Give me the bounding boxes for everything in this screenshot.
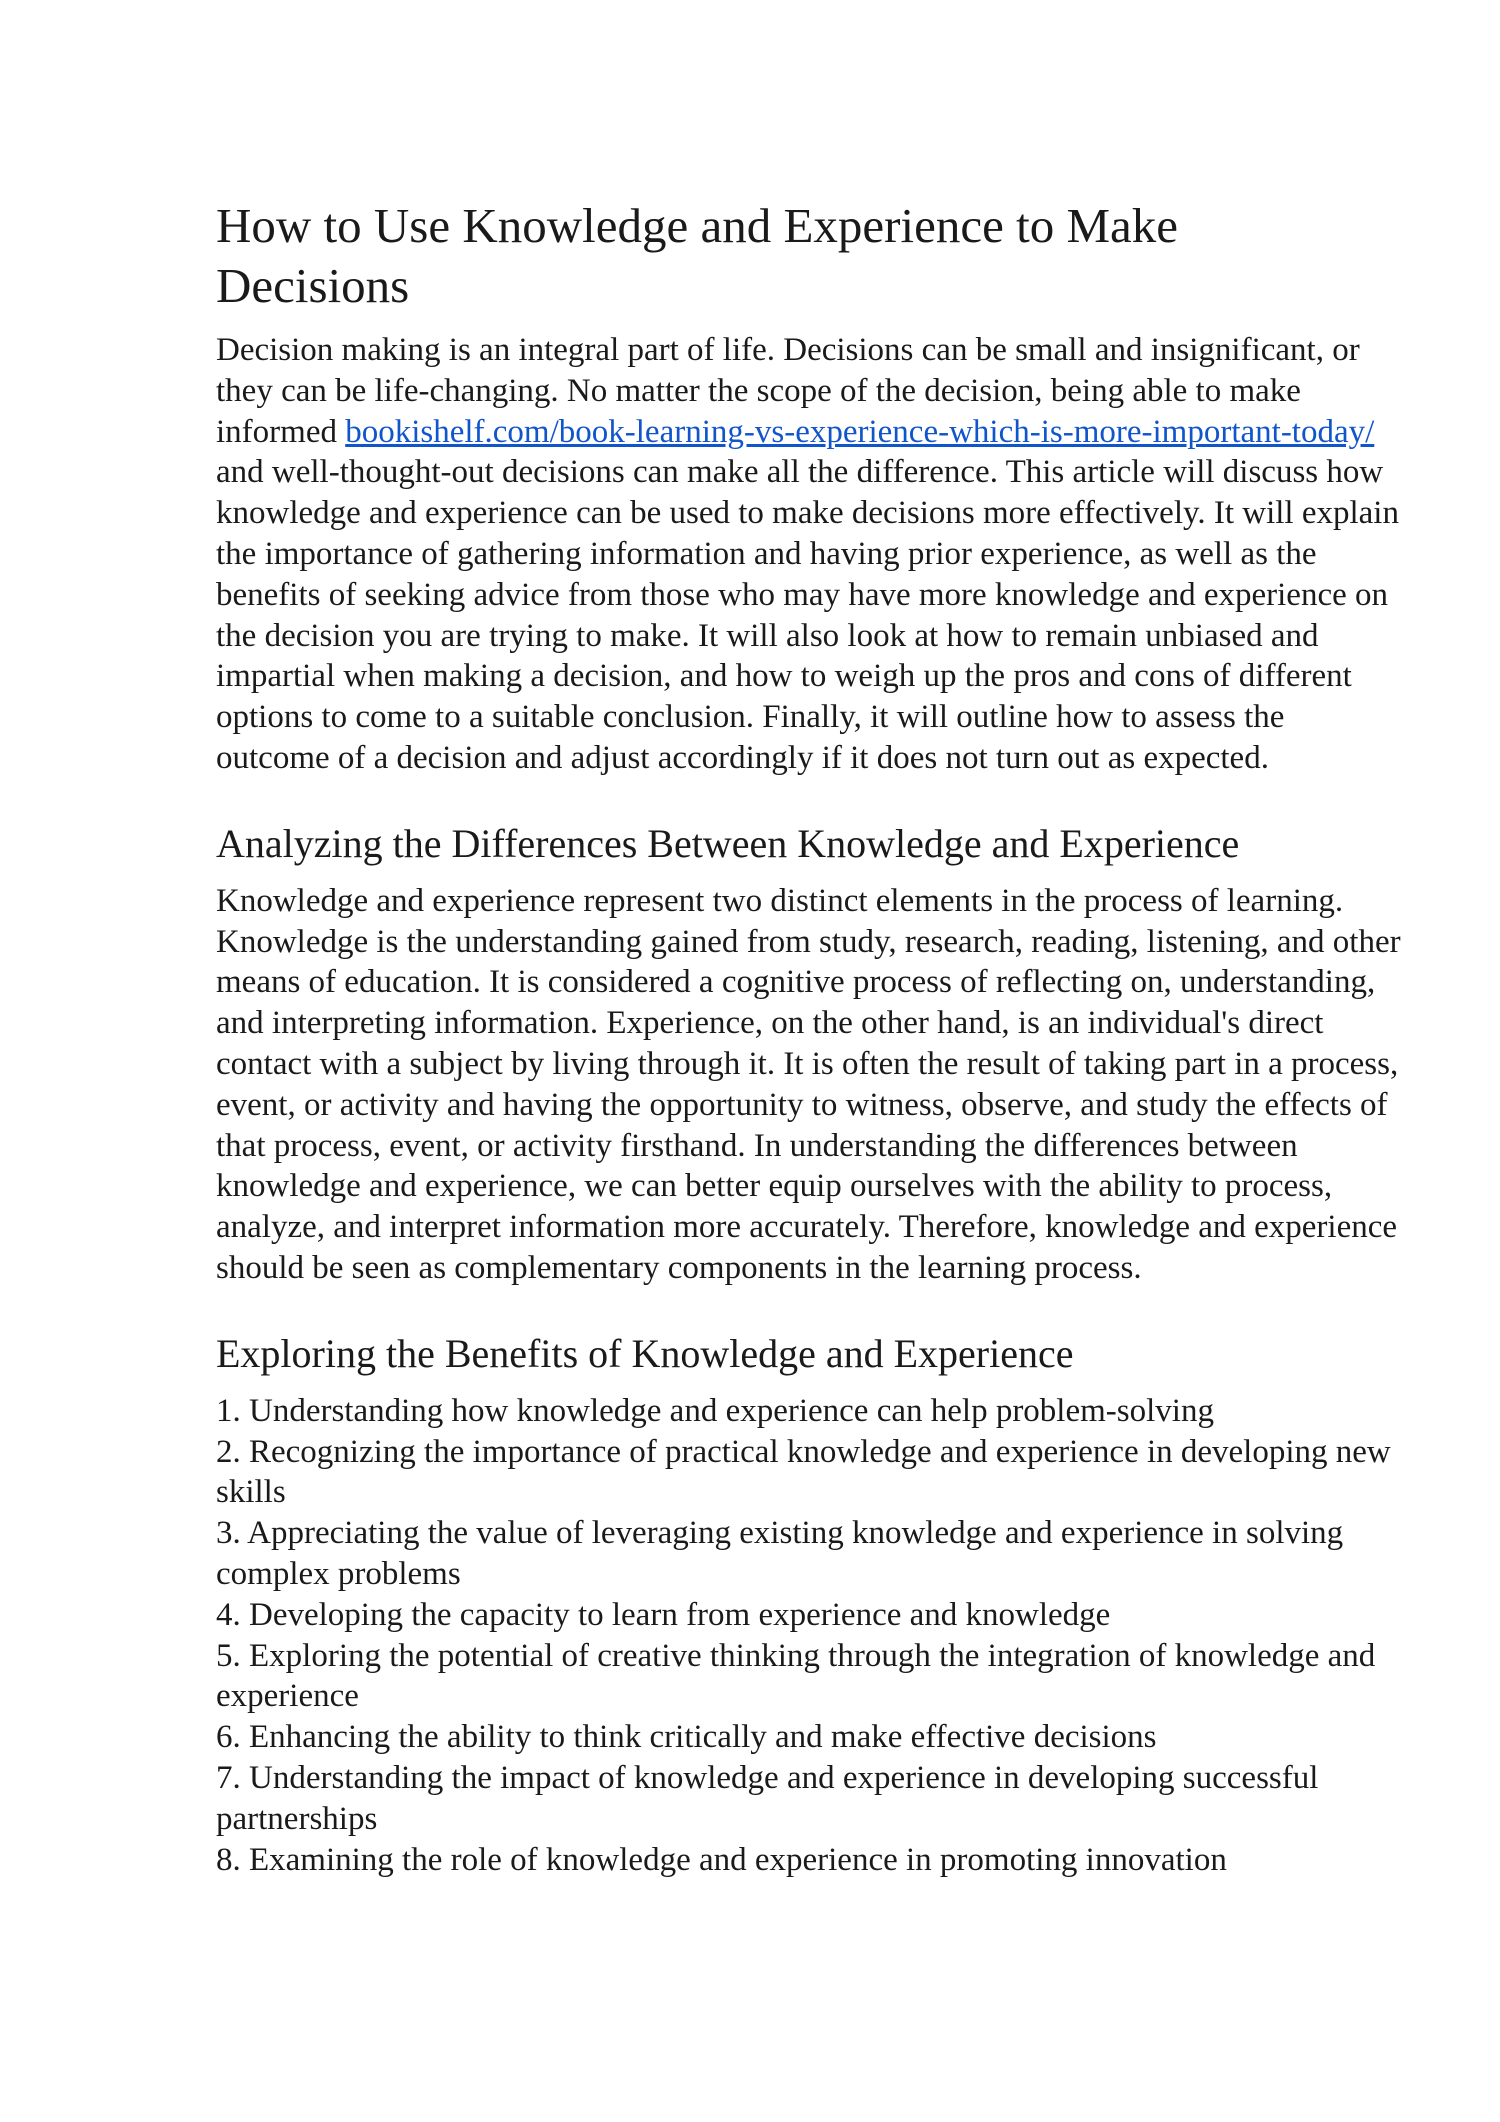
- list-item: 7. Understanding the impact of knowledge and experience in developing successful partnerships: [216, 1759, 1319, 1837]
- differences-paragraph: Knowledge and experience represent two distinct elements in the process of learning. Knowledge is the understanding gained from study, research, reading, listening, and other means of education. It is considered a cognitive process of reflecting on, understanding, and interpreting information. Experience, on the other hand, is an individual's direct contact with a subject by living through it. It is often the result of taking part in a process, event, or activity and having the opportunity to witness, observe, and study the effects of that process, event, or activity firsthand. In understanding the differences between knowledge and experience, we can better equip ourselves with the ability to process, analyze, and interpret information more accurately. Therefore, knowledge and experience should be seen as complementary components in the learning process.: [216, 882, 1401, 1286]
- page-title: How to Use Knowledge and Experience to Make Decisions: [216, 198, 1179, 313]
- list-item: 6. Enhancing the ability to think critically and make effective decisions: [216, 1719, 1157, 1756]
- article-link[interactable]: bookishelf.com/book-learning-vs-experience-which-is-more-important-today/: [345, 413, 1375, 450]
- list-item: 2. Recognizing the importance of practical knowledge and experience in developing new skills: [216, 1433, 1391, 1511]
- intro-paragraph: [216, 330, 1406, 779]
- section-heading-benefits: Exploring the Benefits of Knowledge and Experience: [216, 1330, 1074, 1376]
- list-item: 4. Developing the capacity to learn from experience and knowledge: [216, 1596, 1111, 1633]
- list-item: 3. Appreciating the value of leveraging existing knowledge and experience in solving complex problems: [216, 1515, 1344, 1592]
- list-item: 5. Exploring the potential of creative thinking through the integration of knowledge and experience: [216, 1637, 1376, 1715]
- intro-text-before-link: Decision making is an integral part of life. Decisions can be small and insignificant, or they can be life-changing. No matter the scope of the decision, being able to make informed: [216, 332, 1360, 450]
- intro-text-after-link: and well-thought-out decisions can make all the difference. This article will discuss how knowledge and experience can be used to make decisions more effectively. It will explain the importance of gathering information and having prior experience, as well as the benefits of seeking advice from those who may have more knowledge and experience on the decision you are trying to make. It will also look at how to remain unbiased and impartial when making a decision, and how to weigh up the pros and cons of different options to come to a suitable conclusion. Finally, it will outline how to assess the outcome of a decision and adjust accordingly if it does not turn out as expected.: [216, 454, 1399, 776]
- benefits-list: [216, 1391, 1406, 1881]
- list-item: 1. Understanding how knowledge and experience can help problem-solving: [216, 1392, 1214, 1429]
- section-heading-differences: Analyzing the Differences Between Knowledge and Experience: [216, 820, 1240, 866]
- list-item: 8. Examining the role of knowledge and experience in promoting innovation: [216, 1841, 1227, 1878]
- document-page: [216, 196, 1406, 1880]
